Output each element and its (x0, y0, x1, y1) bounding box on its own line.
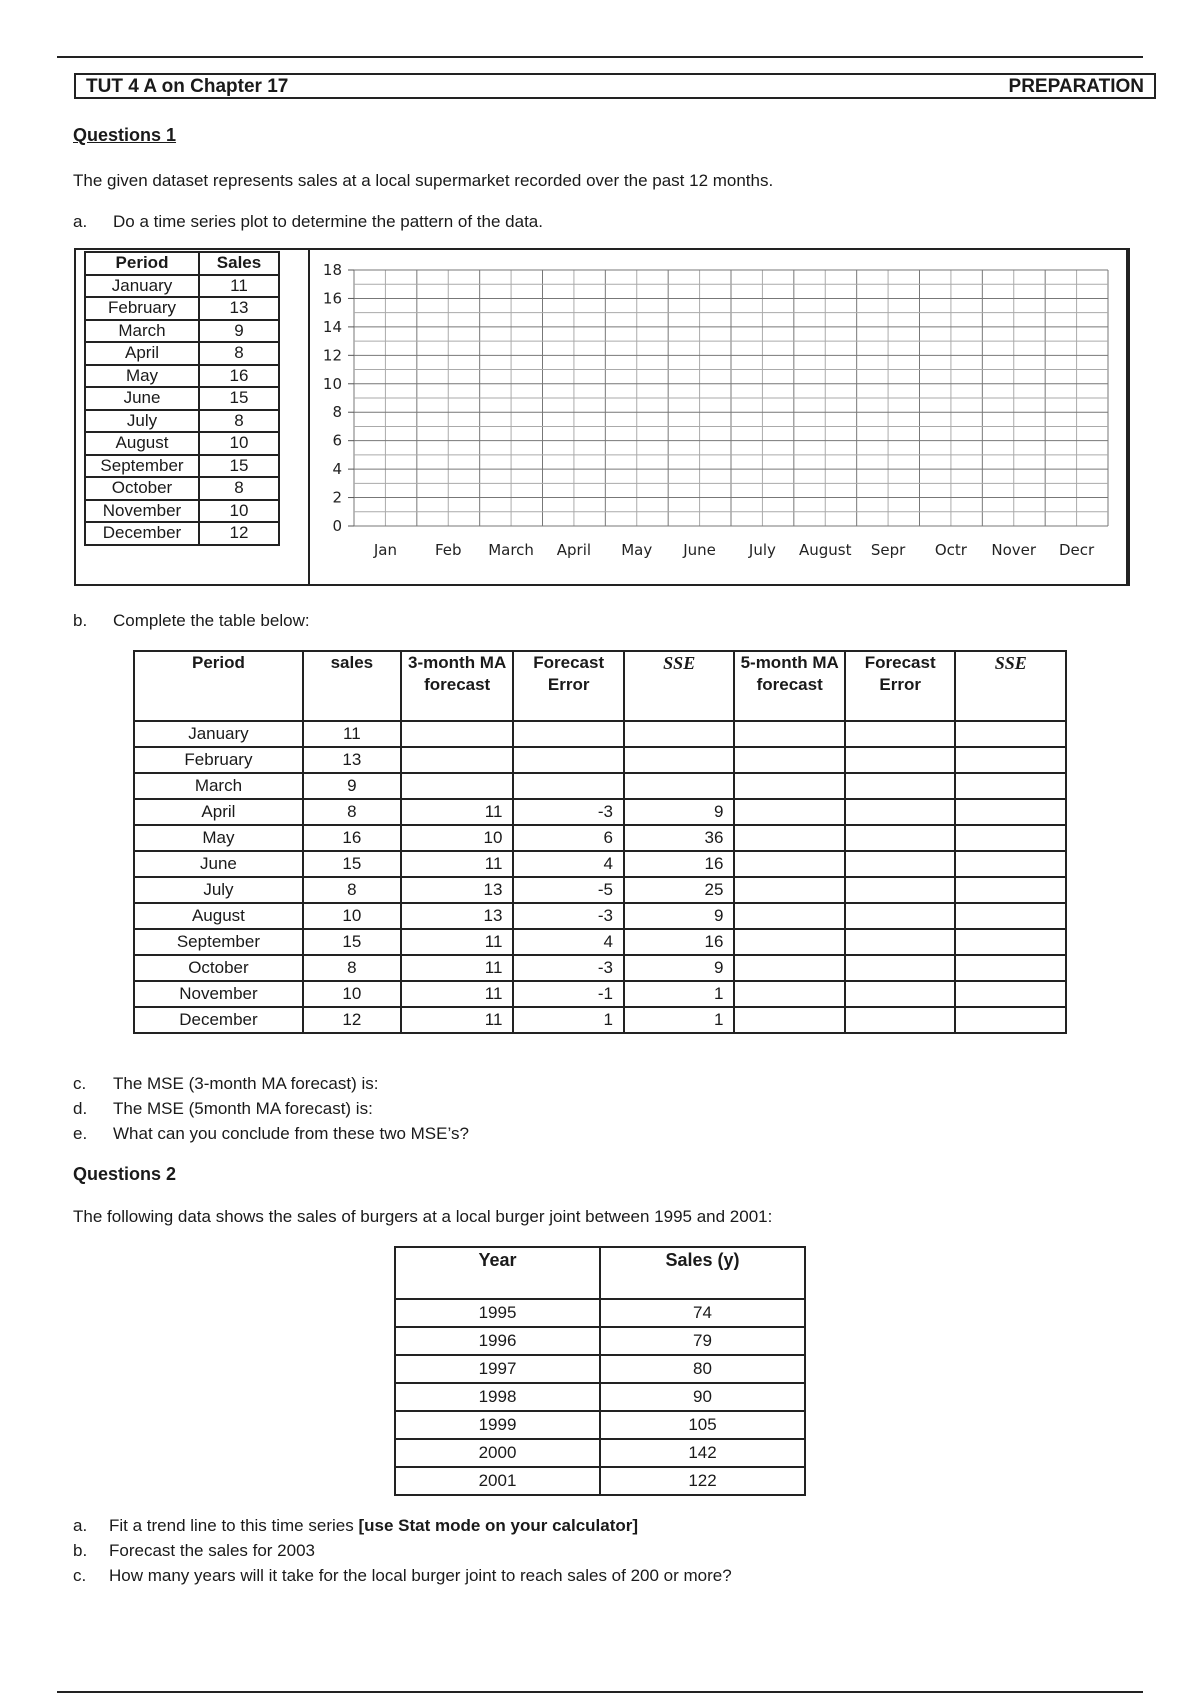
forecast-table-cell: 1 (624, 981, 735, 1007)
chart-xtick-label: August (799, 541, 852, 559)
forecast-table-header-cell: Period (134, 651, 303, 721)
burger-table-cell: 1995 (395, 1299, 600, 1327)
forecast-table-cell: 11 (401, 1007, 514, 1033)
burger-table-cell: 2001 (395, 1467, 600, 1495)
sales-table-row (85, 275, 279, 298)
top-rule (57, 56, 1143, 58)
sales-table-row (85, 455, 279, 478)
forecast-table-cell: November (134, 981, 303, 1007)
chart-ytick-label: 18 (322, 261, 342, 279)
sales-table-row (85, 297, 279, 320)
question-2b (73, 1541, 315, 1561)
item-letter: a. (73, 1516, 88, 1535)
forecast-table-cell (734, 799, 845, 825)
sales-table-row (85, 500, 279, 523)
forecast-table-cell: 9 (303, 773, 401, 799)
chart-xtick-label: Sepr (870, 541, 906, 559)
forecast-table-cell: 11 (401, 929, 514, 955)
sales-table-row (85, 477, 279, 500)
forecast-table-cell (955, 721, 1066, 747)
forecast-table-cell: October (134, 955, 303, 981)
forecast-table-cell (624, 773, 735, 799)
forecast-table-row (134, 773, 1066, 799)
forecast-table (133, 650, 1067, 1034)
forecast-table-cell (955, 981, 1066, 1007)
forecast-table-header-cell: Forecast Error (845, 651, 956, 721)
burger-table-cell: 1997 (395, 1355, 600, 1383)
burger-table-cell: 74 (600, 1299, 805, 1327)
chart-ytick-label: 0 (332, 517, 342, 535)
forecast-table-cell (734, 721, 845, 747)
forecast-table-cell (513, 721, 624, 747)
chart-xtick-label: June (683, 541, 716, 559)
forecast-table-cell (401, 773, 514, 799)
forecast-table-cell: 16 (624, 851, 735, 877)
forecast-table-header-cell: 5-month MA forecast (734, 651, 845, 721)
forecast-table-cell (955, 799, 1066, 825)
chart-ytick-label: 10 (322, 374, 342, 393)
forecast-table-cell (624, 747, 735, 773)
forecast-table-cell (734, 747, 845, 773)
chart-ytick-label: 8 (332, 403, 342, 422)
forecast-table-cell: 8 (303, 955, 401, 981)
forecast-table-cell: 13 (303, 747, 401, 773)
sales-table-cell: June (85, 387, 199, 410)
forecast-table-cell: July (134, 877, 303, 903)
chart-ytick-label: 12 (322, 346, 342, 365)
sales-table-cell: 8 (199, 342, 279, 365)
forecast-table-header-cell: SSE (955, 651, 1066, 721)
item-text: The MSE (3-month MA forecast) is: (113, 1074, 379, 1093)
forecast-table-cell (955, 851, 1066, 877)
forecast-table-row (134, 1007, 1066, 1033)
forecast-table-cell (845, 825, 956, 851)
forecast-table-cell (734, 877, 845, 903)
sales-table-cell: 13 (199, 297, 279, 320)
forecast-table-row (134, 851, 1066, 877)
item-text: Do a time series plot to determine the pattern of the data. (113, 212, 543, 231)
burger-table-header-row (395, 1247, 805, 1299)
forecast-table-cell (734, 773, 845, 799)
chart-xtick-label: Octr (934, 541, 967, 559)
forecast-table-cell (734, 825, 845, 851)
forecast-table-cell (734, 903, 845, 929)
burger-table-row (395, 1327, 805, 1355)
sales-table-cell: October (85, 477, 199, 500)
forecast-table-cell (845, 929, 956, 955)
chart-ytick-label: 14 (322, 317, 342, 336)
forecast-table-cell (845, 851, 956, 877)
forecast-table-cell (845, 1007, 956, 1033)
burger-table-cell: 1996 (395, 1327, 600, 1355)
forecast-table-cell (734, 851, 845, 877)
sales-table-row (85, 320, 279, 343)
forecast-table-cell (845, 799, 956, 825)
forecast-table-cell: August (134, 903, 303, 929)
forecast-table-cell (624, 721, 735, 747)
forecast-table-cell: September (134, 929, 303, 955)
question-2-title: Questions 2 (73, 1164, 177, 1184)
question-1a (73, 212, 543, 232)
forecast-table-cell: 9 (624, 955, 735, 981)
chart-xtick-label: April (556, 541, 592, 559)
forecast-table-cell: 15 (303, 851, 401, 877)
forecast-table-cell (955, 929, 1066, 955)
forecast-table-row (134, 955, 1066, 981)
chart-xtick-label: Nover (991, 541, 1037, 559)
forecast-table-header-cell: SSE (624, 651, 735, 721)
question-2-intro: The following data shows the sales of burgers at a local burger joint between 1995 and 2001: (73, 1207, 773, 1226)
forecast-table-cell (845, 981, 956, 1007)
forecast-table-cell: 10 (303, 903, 401, 929)
forecast-table-cell: 12 (303, 1007, 401, 1033)
sales-table-cell: February (85, 297, 199, 320)
forecast-table-cell (955, 773, 1066, 799)
sales-table-cell: 11 (199, 275, 279, 298)
forecast-table-cell (734, 981, 845, 1007)
forecast-table-cell: 8 (303, 877, 401, 903)
forecast-table-cell (513, 747, 624, 773)
forecast-table-cell: 36 (624, 825, 735, 851)
forecast-table-cell (845, 955, 956, 981)
forecast-table-cell: 1 (513, 1007, 624, 1033)
sales-table-row (85, 365, 279, 388)
forecast-table-cell: 11 (401, 799, 514, 825)
burger-table-cell: 1999 (395, 1411, 600, 1439)
forecast-table-cell: 1 (624, 1007, 735, 1033)
burger-table-header-cell: Sales (y) (600, 1247, 805, 1299)
sales-table-cell: 16 (199, 365, 279, 388)
forecast-table-cell: -3 (513, 799, 624, 825)
sales-table-cell: 15 (199, 387, 279, 410)
item-text: How many years will it take for the local burger joint to reach sales of 200 or more? (109, 1566, 732, 1585)
chart-xtick-label: July (748, 541, 776, 559)
time-series-chart (308, 248, 1128, 586)
burger-table-row (395, 1439, 805, 1467)
sales-table-cell: 10 (199, 432, 279, 455)
forecast-table-cell (734, 929, 845, 955)
forecast-table-cell: -3 (513, 903, 624, 929)
sales-table-header-cell: Sales (199, 252, 279, 275)
forecast-table-cell (401, 747, 514, 773)
burger-table-row (395, 1411, 805, 1439)
sales-table-cell: September (85, 455, 199, 478)
forecast-table-cell: 9 (624, 799, 735, 825)
sales-table-row (85, 522, 279, 545)
forecast-table-cell: -5 (513, 877, 624, 903)
forecast-table-cell: -3 (513, 955, 624, 981)
item-text: The MSE (5month MA forecast) is: (113, 1099, 373, 1118)
forecast-table-cell: 10 (303, 981, 401, 1007)
forecast-table-header-row (134, 651, 1066, 721)
chart-ytick-label: 4 (332, 460, 342, 479)
forecast-table-cell: May (134, 825, 303, 851)
forecast-table-cell (845, 903, 956, 929)
forecast-table-cell (955, 903, 1066, 929)
chart-svg (310, 250, 1126, 584)
forecast-table-cell: 6 (513, 825, 624, 851)
sales-table-cell: 8 (199, 477, 279, 500)
forecast-table-cell (955, 1007, 1066, 1033)
burger-table-cell: 1998 (395, 1383, 600, 1411)
forecast-table-cell: 10 (401, 825, 514, 851)
item-text: Forecast the sales for 2003 (109, 1541, 316, 1560)
forecast-table-header-cell: 3-month MA forecast (401, 651, 514, 721)
item-text: Complete the table below: (113, 611, 310, 630)
chart-xtick-label: March (488, 541, 534, 559)
forecast-table-row (134, 903, 1066, 929)
item-letter: b. (73, 1541, 88, 1560)
chart-xtick-label: Jan (373, 541, 397, 559)
forecast-table-cell (513, 773, 624, 799)
page-header (74, 73, 1156, 99)
forecast-table-row (134, 747, 1066, 773)
sales-table-cell: 8 (199, 410, 279, 433)
item-letter: c. (73, 1074, 87, 1093)
item-text: What can you conclude from these two MSE’s? (113, 1124, 469, 1143)
burger-table-header-cell: Year (395, 1247, 600, 1299)
bottom-rule (57, 1691, 1143, 1693)
chart-ytick-label: 2 (332, 488, 342, 507)
sales-table-row (85, 432, 279, 455)
forecast-table-cell: January (134, 721, 303, 747)
forecast-table-cell: 9 (624, 903, 735, 929)
forecast-table-cell: December (134, 1007, 303, 1033)
forecast-table-row (134, 981, 1066, 1007)
burger-table-cell: 2000 (395, 1439, 600, 1467)
forecast-table-cell (845, 773, 956, 799)
sales-table-cell: August (85, 432, 199, 455)
item-letter: c. (73, 1566, 87, 1585)
sales-table-row (85, 342, 279, 365)
chart-xtick-label: May (621, 541, 653, 559)
forecast-table-cell (955, 877, 1066, 903)
chart-xtick-label: Decr (1058, 541, 1095, 559)
forecast-table-cell (734, 955, 845, 981)
sales-table-row (85, 410, 279, 433)
sales-table-cell: July (85, 410, 199, 433)
question-1-title: Questions 1 (73, 125, 177, 145)
chart-ytick-label: 16 (322, 289, 342, 308)
forecast-table-cell (845, 747, 956, 773)
forecast-table-cell: -1 (513, 981, 624, 1007)
burger-table-row (395, 1299, 805, 1327)
forecast-table-header-cell: sales (303, 651, 401, 721)
sales-table-header-cell: Period (85, 252, 199, 275)
sales-table-cell: 9 (199, 320, 279, 343)
question-1e (73, 1124, 469, 1144)
item-text: Fit a trend line to this time series (109, 1516, 359, 1535)
forecast-table-cell: 4 (513, 851, 624, 877)
sales-table-cell: November (85, 500, 199, 523)
forecast-table-cell: March (134, 773, 303, 799)
header-label: PREPARATION (1008, 76, 1144, 97)
sales-table-cell: December (85, 522, 199, 545)
question-1-intro: The given dataset represents sales at a local supermarket recorded over the past 12 months. (73, 171, 774, 190)
forecast-table-cell: 11 (303, 721, 401, 747)
forecast-table-cell: 13 (401, 903, 514, 929)
forecast-table-cell: February (134, 747, 303, 773)
burger-table-cell: 79 (600, 1327, 805, 1355)
item-text-bold: [use Stat mode on your calculator] (358, 1516, 639, 1535)
sales-table-cell: May (85, 365, 199, 388)
chart-ytick-label: 6 (332, 431, 342, 450)
forecast-table-cell: 4 (513, 929, 624, 955)
burger-table-row (395, 1383, 805, 1411)
burger-table-row (395, 1467, 805, 1495)
forecast-table-cell: 16 (624, 929, 735, 955)
question-1b (73, 611, 310, 631)
header-title: TUT 4 A on Chapter 17 (86, 76, 289, 97)
chart-xtick-label: Feb (434, 541, 462, 559)
sales-table-cell: January (85, 275, 199, 298)
forecast-table-row (134, 877, 1066, 903)
sales-table-row (85, 387, 279, 410)
forecast-table-cell (845, 877, 956, 903)
forecast-table-cell: 13 (401, 877, 514, 903)
sales-table-cell: April (85, 342, 199, 365)
forecast-table-row (134, 825, 1066, 851)
forecast-table-cell: 16 (303, 825, 401, 851)
forecast-table-cell: 25 (624, 877, 735, 903)
forecast-table-cell: 15 (303, 929, 401, 955)
question-2a (73, 1516, 638, 1536)
burger-table-cell: 105 (600, 1411, 805, 1439)
question-1c (73, 1074, 378, 1094)
forecast-table-cell (955, 747, 1066, 773)
sales-table-cell: 12 (199, 522, 279, 545)
forecast-table-cell (845, 721, 956, 747)
forecast-table-cell (955, 955, 1066, 981)
forecast-table-cell: 11 (401, 981, 514, 1007)
sales-table-header-row (85, 252, 279, 275)
burger-table-cell: 90 (600, 1383, 805, 1411)
forecast-table-cell: 11 (401, 851, 514, 877)
item-letter: e. (73, 1124, 88, 1143)
burger-table-row (395, 1355, 805, 1383)
forecast-table-cell: April (134, 799, 303, 825)
burger-table-cell: 80 (600, 1355, 805, 1383)
sales-table-cell: 15 (199, 455, 279, 478)
question-1d (73, 1099, 373, 1119)
forecast-table-cell (734, 1007, 845, 1033)
burger-table-cell: 122 (600, 1467, 805, 1495)
forecast-table-cell (401, 721, 514, 747)
item-letter: a. (73, 212, 88, 231)
forecast-table-cell: June (134, 851, 303, 877)
item-letter: d. (73, 1099, 88, 1118)
item-letter: b. (73, 611, 88, 630)
question-2c (73, 1566, 732, 1586)
forecast-table-row (134, 721, 1066, 747)
sales-table-cell: March (85, 320, 199, 343)
forecast-table-row (134, 929, 1066, 955)
forecast-table-row (134, 799, 1066, 825)
forecast-table-header-cell: Forecast Error (513, 651, 624, 721)
sales-table (84, 251, 280, 546)
forecast-table-cell (955, 825, 1066, 851)
burger-table (394, 1246, 806, 1496)
sales-table-cell: 10 (199, 500, 279, 523)
burger-table-cell: 142 (600, 1439, 805, 1467)
forecast-table-cell: 11 (401, 955, 514, 981)
forecast-table-cell: 8 (303, 799, 401, 825)
